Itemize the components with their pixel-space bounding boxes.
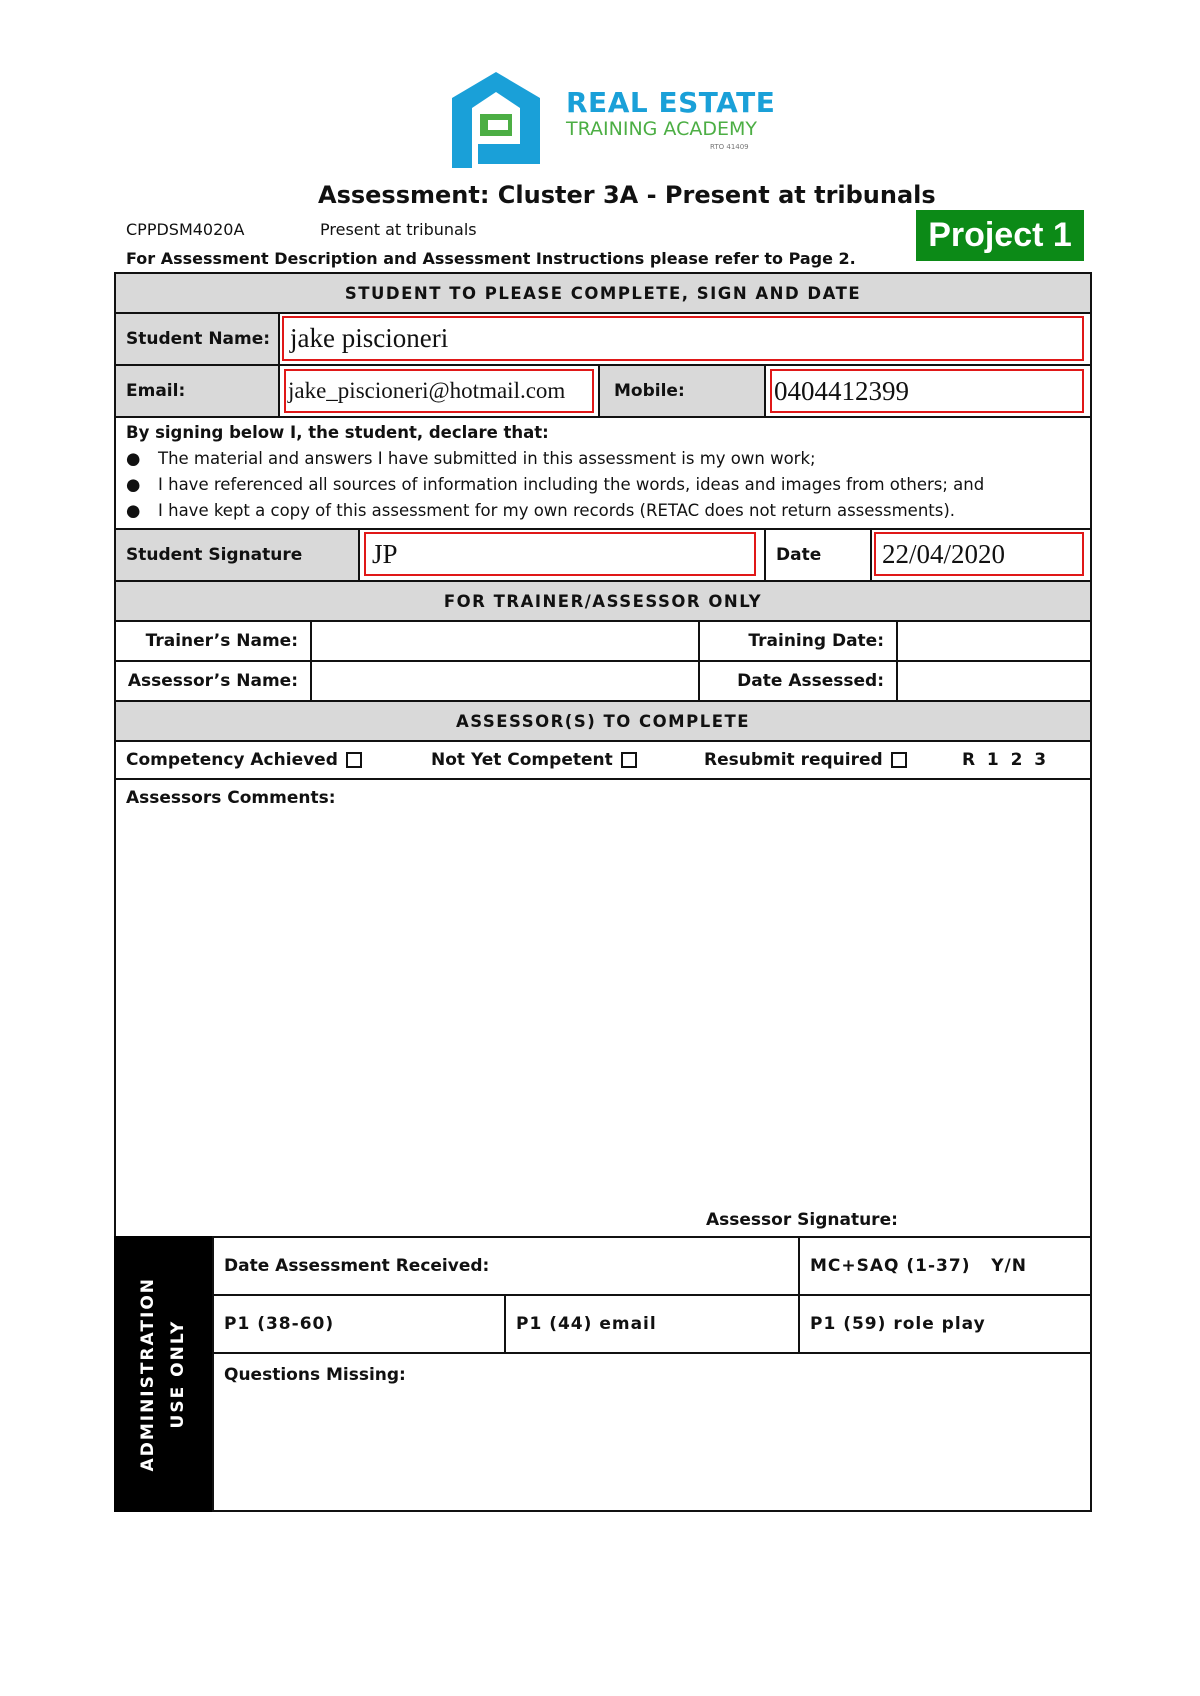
bullet-icon: ● [126,501,141,520]
trainer-section-header: FOR TRAINER/ASSESSOR ONLY [116,582,1090,620]
assessor-signature-label: Assessor Signature: [706,1210,898,1230]
date-label: Date [776,545,822,565]
resubmit-required-option[interactable] [704,742,907,778]
competency-achieved-label: Competency Achieved [126,750,338,770]
mobile-field[interactable]: 0404412399 [770,369,1084,413]
competency-achieved-checkbox[interactable] [346,752,362,768]
not-yet-competent-label: Not Yet Competent [431,750,613,770]
training-date-field[interactable] [898,622,1090,660]
not-yet-competent-option[interactable] [431,742,637,778]
student-section-header: STUDENT TO PLEASE COMPLETE, SIGN AND DATE [116,274,1090,312]
assessor-name-label: Assessor’s Name: [127,671,298,691]
student-name-label: Student Name: [116,314,278,364]
student-signature-label: Student Signature [116,530,358,580]
date-field[interactable]: 22/04/2020 [874,532,1084,576]
questions-missing-label: Questions Missing: [224,1365,406,1385]
student-signature-field[interactable]: JP [364,532,756,576]
student-name-field[interactable]: jake piscioneri [282,316,1084,361]
project-badge: Project 1 [916,210,1084,261]
p1-38-60-label: P1 (38-60) [224,1314,335,1334]
date-assessed-label: Date Assessed: [737,671,884,691]
assessor-name-field[interactable] [312,662,698,700]
unit-name: Present at tribunals [320,220,477,239]
admin-side-bar [114,1236,212,1512]
instructions-text: For Assessment Description and Assessment Instructions please refer to Page 2. [126,249,856,268]
assessor-section-header: ASSESSOR(S) TO COMPLETE [116,702,1090,740]
resubmit-options: R 1 2 3 [962,750,1047,770]
mc-saq-label: MC+SAQ (1-37) Y/N [810,1256,1027,1276]
academy-logo-icon [448,68,544,174]
declaration-block [126,420,1086,524]
not-yet-competent-checkbox[interactable] [621,752,637,768]
email-field[interactable]: jake_piscioneri@hotmail.com [284,369,594,413]
bullet-icon: ● [126,449,141,468]
assessors-comments-label: Assessors Comments: [126,788,336,808]
resubmit-required-label: Resubmit required [704,750,883,770]
trainer-name-field[interactable] [312,622,698,660]
mobile-label: Mobile: [600,366,764,416]
page-title: Assessment: Cluster 3A - Present at tribunals [318,181,936,209]
competency-achieved-option[interactable] [126,742,362,778]
date-received-label: Date Assessment Received: [224,1256,490,1276]
training-date-label: Training Date: [748,631,884,651]
p1-email-label: P1 (44) email [516,1314,657,1334]
date-assessed-field[interactable] [898,662,1090,700]
unit-code: CPPDSM4020A [126,220,245,239]
assessors-comments-field[interactable] [116,812,1090,1202]
declaration-item: The material and answers I have submitted in this assessment is my own work; [158,449,816,468]
p1-role-play-label: P1 (59) role play [810,1314,986,1334]
logo-subtitle: TRAINING ACADEMY [566,118,757,140]
questions-missing-field[interactable] [214,1392,1090,1510]
declaration-item: I have kept a copy of this assessment for my own records (RETAC does not return assessments). [158,501,956,520]
admin-side-label-line1: ADMINISTRATION [138,1276,158,1472]
admin-side-label [133,1277,193,1471]
resubmit-required-checkbox[interactable] [891,752,907,768]
declaration-intro: By signing below I, the student, declare that: [126,423,549,442]
logo-title: REAL ESTATE [566,86,776,119]
email-label: Email: [116,366,278,416]
logo-rto: RTO 41409 [710,143,749,151]
trainer-name-label: Trainer’s Name: [145,631,298,651]
bullet-icon: ● [126,475,141,494]
declaration-item: I have referenced all sources of information including the words, ideas and images from others; and [158,475,985,494]
admin-side-label-line2: USE ONLY [168,1319,188,1429]
